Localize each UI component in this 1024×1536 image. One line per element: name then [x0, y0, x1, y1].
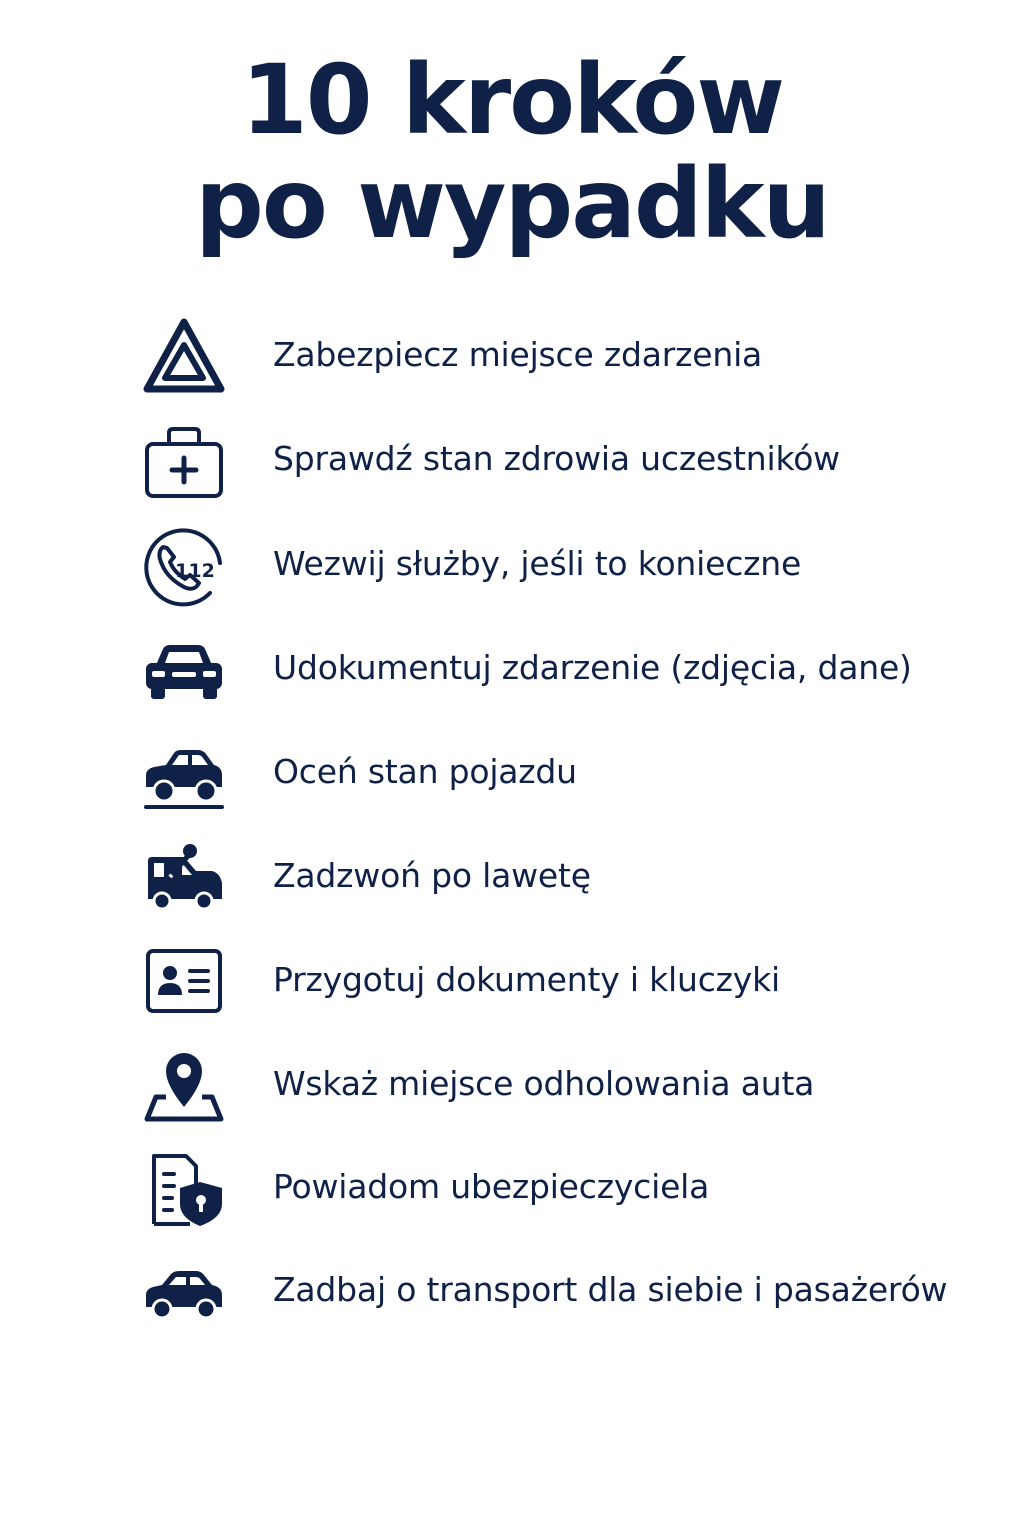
- step-9-label: Powiadom ubezpieczyciela: [273, 1167, 710, 1206]
- emergency-phone-icon: [138, 520, 230, 610]
- step-3-label: Wezwij służby, jeśli to konieczne: [273, 544, 802, 583]
- step-8: [138, 1040, 1018, 1130]
- warning-triangle-icon: [138, 311, 230, 401]
- insurance-document-icon: [138, 1143, 230, 1233]
- step-4-label: Udokumentuj zdarzenie (zdjęcia, dane): [273, 648, 912, 687]
- step-7-label: Przygotuj dokumenty i kluczyki: [273, 960, 780, 999]
- title-line-2: po wypadku: [195, 148, 829, 260]
- step-9: [138, 1143, 1018, 1233]
- car-icon: [138, 1246, 230, 1336]
- title-line-1: 10 kroków: [240, 44, 784, 156]
- first-aid-kit-icon: [138, 415, 230, 505]
- step-3: [138, 520, 1018, 610]
- id-card-icon: [138, 936, 230, 1026]
- map-pin-icon: [138, 1040, 230, 1130]
- step-5-label: Oceń stan pojazdu: [273, 752, 577, 791]
- step-10-label: Zadbaj o transport dla siebie i pasażerów: [273, 1270, 948, 1309]
- step-8-label: Wskaż miejsce odholowania auta: [273, 1064, 815, 1103]
- step-1: [138, 311, 1018, 401]
- emergency-number-text: 112: [175, 560, 215, 582]
- step-2: [138, 415, 1018, 505]
- step-10: [138, 1246, 1018, 1336]
- step-6-label: Zadzwoń po lawetę: [273, 856, 591, 895]
- step-4: [138, 624, 1018, 714]
- step-6: [138, 832, 1018, 922]
- step-1-label: Zabezpiecz miejsce zdarzenia: [273, 335, 763, 374]
- car-side-icon: [138, 728, 230, 818]
- tow-truck-icon: [138, 832, 230, 922]
- car-front-icon: [138, 624, 230, 714]
- step-2-label: Sprawdź stan zdrowia uczestników: [273, 439, 840, 478]
- step-5: [138, 728, 1018, 818]
- step-7: [138, 936, 1018, 1026]
